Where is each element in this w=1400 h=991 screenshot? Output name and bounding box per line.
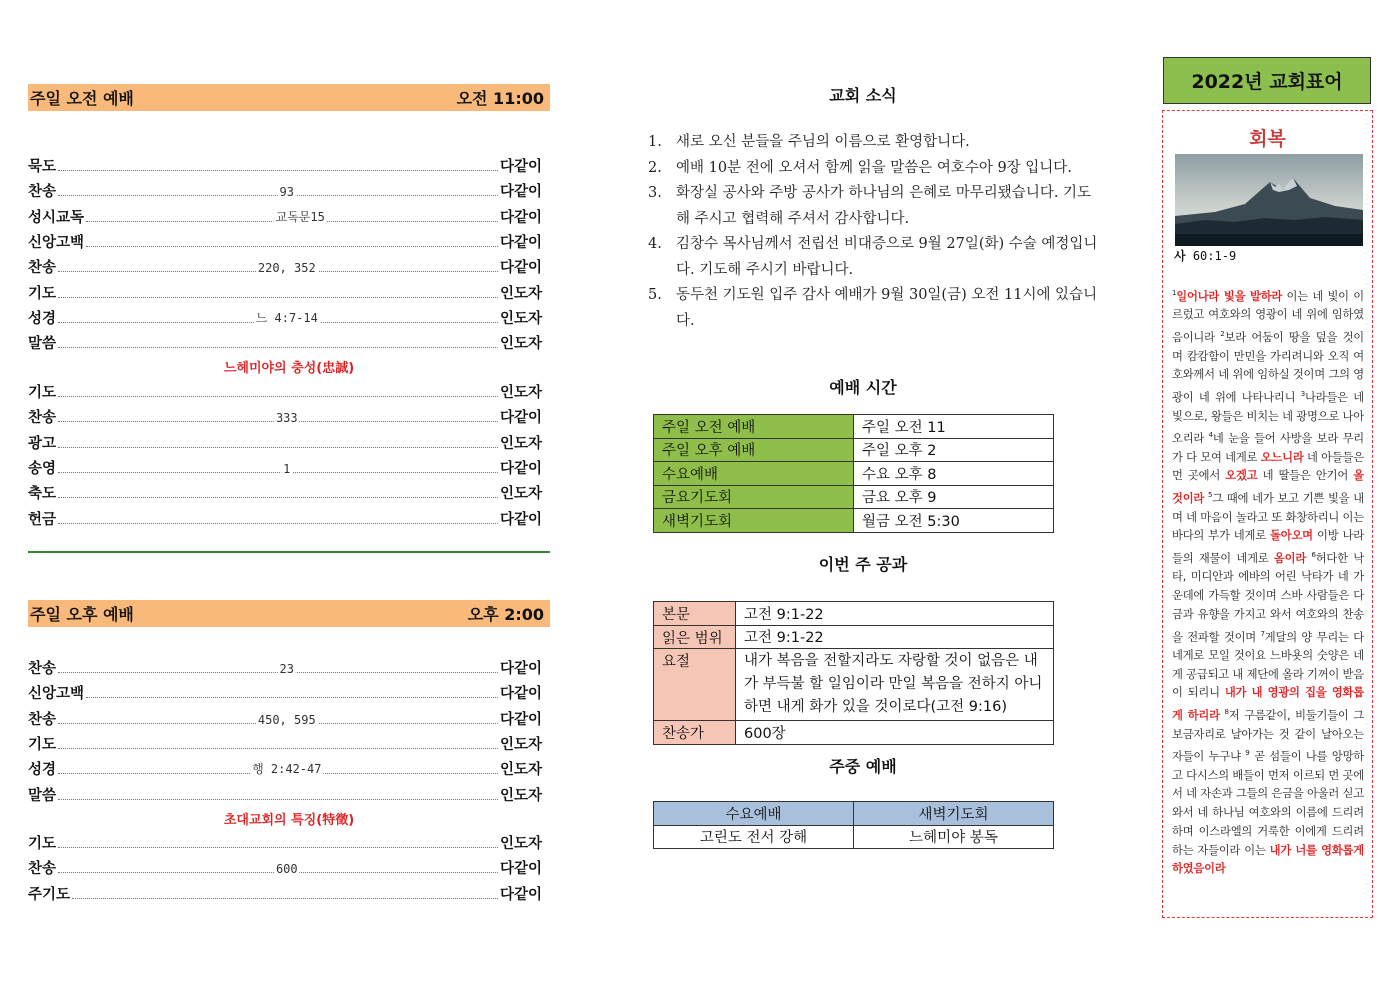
lesson-value: 600장: [736, 721, 1054, 745]
motto-reference: [1174, 247, 1236, 264]
news-item: [648, 283, 1098, 334]
morning-service-time: 오전 11:00: [456, 89, 544, 108]
order-item: [28, 154, 542, 176]
order-item: [28, 405, 542, 427]
leader-dots: [58, 712, 498, 727]
morning-sermon-title: 느헤미야의 충성(忠誠): [223, 361, 355, 376]
order-item-leader: 다같이: [499, 260, 542, 277]
verse-number: 5: [1208, 491, 1213, 500]
leader-dots: [58, 447, 498, 448]
order-item-leader: 다같이: [499, 886, 542, 903]
news-item: [648, 156, 1098, 182]
lesson-title: 이번 주 공과: [818, 555, 908, 574]
verse-number: 8: [1224, 708, 1229, 717]
verse-number: 4: [1208, 431, 1213, 440]
order-item-label: 찬송: [28, 260, 57, 277]
order-item-leader: 다같이: [499, 234, 542, 251]
leader-dots: [58, 847, 498, 848]
worship-time: 월금 오전 5:30: [854, 509, 1054, 533]
worship-time-row: [654, 438, 1054, 462]
news-item-number: 3.: [648, 185, 662, 201]
leader-dots: [58, 862, 498, 877]
order-item-label: 신앙고백: [28, 234, 85, 251]
worship-time-row: [654, 462, 1054, 486]
lesson-value: 고전 9:1-22: [736, 602, 1054, 626]
verse-text: 네 딸들은 안기어: [1257, 469, 1354, 483]
motto-ref-book: 사: [1174, 249, 1186, 263]
verse-number: 6: [1311, 550, 1316, 559]
order-item: [28, 882, 542, 904]
lesson-value: 내가 복음을 전할지라도 자랑할 것이 없음은 내가 부득불 할 일임이라 만일 복음을 전하지 아니하면 내게 화가 있을 것이로다(고전 9:16): [736, 649, 1054, 721]
verse-text: 그 때에 네가 보고 기쁜 빛을 내며 네 마음이 놀라고 또 화창하리니 이는 바다의 부가 네게로: [1172, 491, 1364, 543]
order-item-detail: 220, 352: [257, 261, 316, 276]
motto-word: 회복: [1249, 128, 1286, 150]
order-item-label: 말씀: [28, 787, 57, 804]
news-item-number: 5.: [648, 287, 662, 303]
order-item-label: 찬송: [28, 711, 57, 728]
order-item: [28, 681, 542, 703]
leader-dots: [86, 697, 498, 698]
order-item-label: 신앙고백: [28, 686, 85, 703]
motto-year-title: 2022년 교회표어: [1163, 57, 1371, 104]
lesson-key: 요절: [654, 649, 736, 721]
order-item-label: 찬송: [28, 661, 57, 677]
midweek-title: 주중 예배: [829, 757, 897, 776]
leader-dots: [58, 185, 498, 200]
order-item-label: 기도: [28, 836, 57, 852]
order-item-leader: 인도자: [499, 762, 542, 779]
order-item-leader: 인도자: [499, 285, 542, 302]
worship-time: 금요 오후 9: [854, 485, 1054, 509]
midweek-header-wed: 수요예배: [654, 802, 854, 826]
lesson-key: 본문: [654, 602, 736, 626]
leader-dots: [58, 170, 498, 171]
leader-dots: [58, 523, 498, 524]
order-item-leader: 인도자: [499, 310, 542, 327]
order-item-leader: 인도자: [499, 435, 542, 452]
order-item-leader: 인도자: [499, 787, 542, 804]
midweek-header-dawn: 새벽기도회: [854, 802, 1054, 826]
order-item-detail: 1: [283, 461, 291, 476]
news-item-text: 화장실 공사와 주방 공사가 하나님의 은혜로 마무리됐습니다. 기도해 주시고 협력해 주셔서 감사합니다.: [676, 185, 1092, 227]
leader-dots: [58, 748, 498, 749]
leader-dots: [58, 799, 498, 800]
verse-highlight: 내가 너를 영화롭게 하였음이라: [1172, 843, 1364, 876]
verse-highlight: 돌아오며: [1270, 529, 1313, 543]
order-item-detail: 600: [275, 862, 298, 877]
leader-dots: [58, 396, 498, 397]
order-item-detail: 333: [275, 411, 298, 426]
order-item: [28, 707, 542, 729]
verse-highlight: 옴이라: [1273, 551, 1307, 565]
worship-name: 주일 오전 예배: [654, 415, 854, 439]
order-item-detail: 93: [279, 185, 295, 200]
midweek-value-wed: 고린도 전서 강해: [654, 825, 854, 849]
order-item-label: 기도: [28, 736, 57, 753]
midweek-value-dawn: 느헤미야 봉독: [854, 825, 1054, 849]
order-item-leader: 다같이: [499, 711, 542, 728]
order-item-label: 광고: [28, 435, 57, 452]
leader-dots: [58, 297, 498, 298]
order-item-detail: 450, 595: [257, 712, 316, 727]
verse-text: 나라들은 네 빛으로, 왕들은 비치는 네 광명으로 나아오리라: [1172, 390, 1364, 445]
verse-text: 게달의 양 무리는 다 네게로 모일 것이요 느바욧의 숫양은 네게 공급되고 내 제단에 올라 기꺼이 받음이 되리니: [1172, 630, 1364, 700]
worship-times-title: 예배 시간: [829, 378, 897, 397]
order-item-leader: 인도자: [499, 836, 542, 852]
order-item: [28, 856, 542, 878]
order-item-label: 찬송: [28, 410, 57, 427]
order-item-label: 찬송: [28, 861, 57, 878]
verse-text: 네 눈을 들어 사방을 보라 무리가 다 모여 네게로: [1172, 431, 1365, 464]
verse-highlight: 오겠고: [1225, 469, 1258, 483]
lesson-key: 읽은 범위: [654, 625, 736, 649]
lesson-value: 고전 9:1-22: [736, 625, 1054, 649]
order-item-label: 기도: [28, 285, 57, 302]
afternoon-service-time: 오후 2:00: [467, 605, 544, 624]
worship-time-row: [654, 415, 1054, 439]
order-item: [28, 331, 542, 353]
afternoon-sermon-title: 초대교회의 특징(特徵): [223, 813, 355, 828]
worship-name: 수요예배: [654, 462, 854, 486]
mountain-image: [1175, 154, 1363, 246]
lesson-row: [654, 625, 1054, 649]
order-item-label: 헌금: [28, 511, 57, 528]
order-item-leader: 다같이: [499, 460, 542, 477]
order-item-label: 축도: [28, 486, 57, 503]
verse-text: 네 아들들은 먼 곳에서: [1172, 450, 1364, 483]
order-item: [28, 431, 542, 453]
order-item-leader: 다같이: [499, 209, 542, 226]
leader-dots: [58, 347, 498, 348]
verse-text: 보라 어둠이 땅을 덮을 것이며 캄캄함이 만민을 가리려니와 오직 여호와께서 네 위에 임하실 것이며 그의 영광이 네 위에 나타나리니: [1172, 330, 1364, 404]
verse-text: 허다한 낙타, 미디안과 에바의 어린 낙타가 네 가운데에 가득할 것이며 스바 사람들은 다 금과 유향을 가지고 와서 여호와의 찬송을 전파할 것이며: [1172, 551, 1364, 644]
order-item: [28, 757, 542, 779]
order-item-leader: 인도자: [499, 736, 542, 753]
news-item-text: 김창수 목사님께서 전립선 비대증으로 9월 27일(화) 수술 예정입니다. 기도해 주시기 바랍니다.: [676, 236, 1098, 278]
verse-text: 곧 섬들이 나를 앙망하고 다시스의 배들이 먼저 이르되 먼 곳에서 네 자손과 그들의 은금을 아울러 싣고 와서 네 하나님 여호와의 이름에 드리려 하며 이스라엘의 거룩한 이에게 드리려 하는 자들이라 이는: [1172, 750, 1365, 857]
lesson-table: [653, 601, 1054, 745]
order-item: [28, 179, 542, 201]
order-item: [28, 456, 542, 478]
morning-service-title: 주일 오전 예배: [30, 89, 134, 108]
order-item-leader: 인도자: [499, 385, 542, 401]
worship-time-row: [654, 485, 1054, 509]
motto-ref-verse: 60:1-9: [1192, 249, 1237, 263]
order-item-label: 말씀: [28, 336, 57, 353]
order-item: [28, 783, 542, 805]
verse-highlight: 오느니라: [1260, 450, 1304, 464]
verse-number: 9: [1245, 749, 1250, 758]
leader-dots: [86, 209, 498, 224]
order-item-leader: 다같이: [499, 184, 542, 201]
verse-number: 1: [1172, 289, 1177, 297]
order-item-label: 송영: [28, 460, 57, 477]
order-item: [28, 281, 542, 303]
worship-time: 주일 오전 11: [854, 415, 1054, 439]
lesson-row: [654, 721, 1054, 745]
order-item: [28, 380, 542, 402]
lesson-key: 찬송가: [654, 721, 736, 745]
order-item: [28, 656, 542, 678]
news-title: 교회 소식: [829, 86, 897, 105]
motto-verse-text: [1172, 284, 1364, 879]
order-item-label: 성경: [28, 762, 57, 779]
order-item-leader: 인도자: [499, 336, 542, 353]
order-item-label: 성시교독: [28, 209, 85, 226]
order-item-leader: 다같이: [499, 861, 542, 878]
news-item-number: 1.: [648, 134, 662, 150]
leader-dots: [72, 898, 498, 899]
news-item-number: 4.: [648, 236, 662, 252]
leader-dots: [58, 310, 498, 325]
afternoon-service-header: [28, 600, 550, 627]
order-item: [28, 507, 542, 529]
order-item-detail: 행 2:42-47: [252, 762, 322, 777]
order-item-label: 주기도: [28, 886, 71, 903]
order-item-detail: 교독문15: [275, 209, 325, 224]
worship-time: 수요 오후 8: [854, 462, 1054, 486]
order-item: [28, 732, 542, 754]
leader-dots: [86, 246, 498, 247]
verse-highlight: 내가 내 영광의 집을 영화롭게 하리라: [1172, 686, 1364, 722]
order-item: [28, 205, 542, 227]
order-item: [28, 230, 542, 252]
order-item: [28, 306, 542, 328]
leader-dots: [58, 662, 498, 676]
order-item-label: 묵도: [28, 159, 57, 175]
order-item-detail: 느 4:7-14: [255, 310, 318, 325]
news-list: [648, 130, 1098, 334]
order-item-leader: 다같이: [499, 159, 542, 175]
leader-dots: [58, 762, 498, 777]
news-item-number: 2.: [648, 159, 662, 176]
news-item: [648, 232, 1098, 283]
leader-dots: [58, 497, 498, 498]
order-item-leader: 다같이: [499, 686, 542, 703]
worship-time-row: [654, 509, 1054, 533]
news-item-text: 동두천 기도원 입주 감사 예배가 9월 30일(금) 오전 11시에 있습니다.: [676, 287, 1098, 329]
leader-dots: [58, 261, 498, 276]
verse-number: 2: [1220, 330, 1225, 339]
order-item-leader: 다같이: [499, 661, 542, 677]
verse-number: 7: [1260, 629, 1265, 638]
worship-name: 새벽기도회: [654, 509, 854, 533]
news-item-text: 새로 오신 분들을 주님의 이름으로 환영합니다.: [676, 134, 970, 150]
order-item-leader: 다같이: [499, 410, 542, 427]
worship-times-table: [653, 414, 1054, 533]
worship-time: 주일 오후 2: [854, 438, 1054, 462]
order-item-detail: 23: [279, 662, 295, 676]
verse-text: 이는 네 빛이 이르렀고 여호와의 영광이 네 위에 임하였음이니라: [1172, 289, 1364, 344]
order-item: [28, 831, 542, 853]
worship-name: 주일 오후 예배: [654, 438, 854, 462]
order-item-leader: 인도자: [499, 486, 542, 503]
verse-highlight: 일어나라 빛을 발하라: [1176, 289, 1283, 303]
lesson-row: [654, 602, 1054, 626]
worship-name: 금요기도회: [654, 485, 854, 509]
order-item-label: 찬송: [28, 184, 57, 201]
leader-dots: [58, 411, 498, 426]
order-item-leader: 다같이: [499, 511, 542, 528]
afternoon-service-title: 주일 오후 예배: [30, 605, 134, 624]
morning-service-header: [28, 84, 550, 111]
leader-dots: [58, 461, 498, 476]
section-divider: [28, 551, 550, 553]
order-item: [28, 255, 542, 277]
news-item: [648, 181, 1098, 232]
news-item-text: 예배 10분 전에 오셔서 함께 읽을 말씀은 여호수아 9장 입니다.: [676, 159, 1072, 176]
order-item-label: 성경: [28, 310, 57, 327]
news-item: [648, 130, 1098, 156]
midweek-table: [653, 801, 1054, 849]
verse-text: 저 구름같이, 비둘기들이 그 보금자리로 날아가는 것 같이 날아오는 자들이 누구냐: [1172, 708, 1364, 764]
verse-highlight: 올 것이라: [1172, 469, 1364, 505]
lesson-row: [654, 649, 1054, 721]
verse-number: 3: [1300, 390, 1306, 399]
verse-text: 이방 나라들의 재물이 네게로: [1172, 529, 1364, 565]
order-item-label: 기도: [28, 385, 57, 401]
order-item: [28, 481, 542, 503]
